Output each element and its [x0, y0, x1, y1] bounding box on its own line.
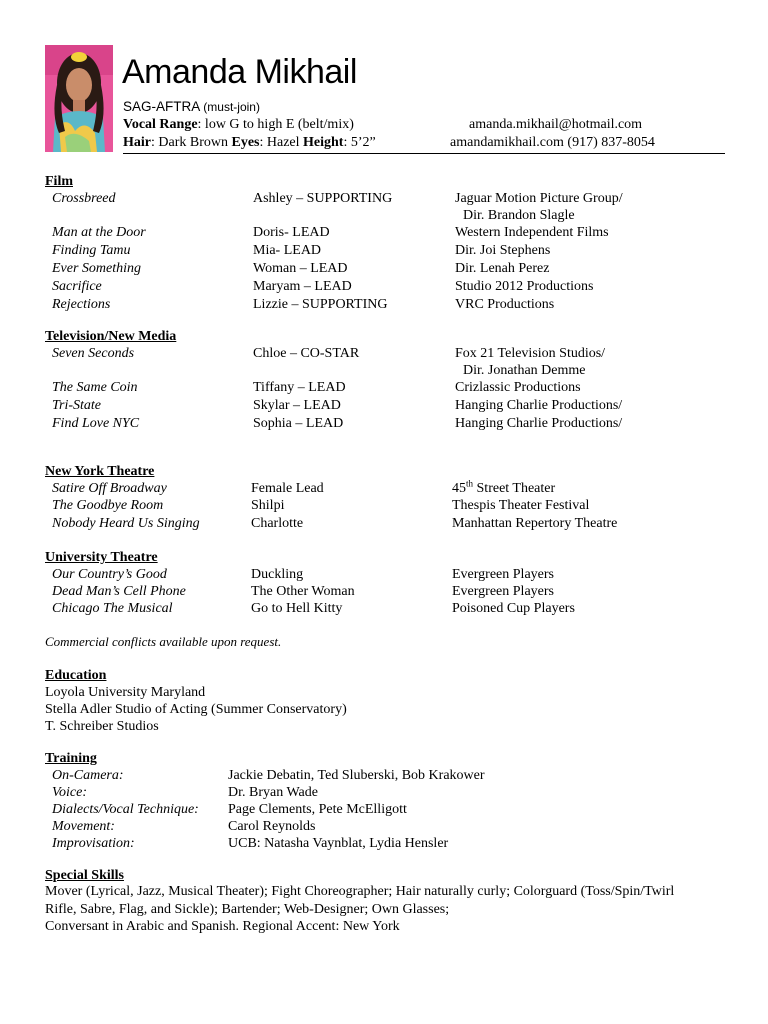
credit-title: The Goodbye Room	[52, 498, 164, 513]
theatre-row	[0, 566, 768, 583]
training-value: UCB: Natasha Vaynblat, Lydia Hensler	[228, 836, 449, 851]
credit-title: Nobody Heard Us Singing	[52, 516, 200, 531]
credit-company: Hanging Charlie Productions/	[455, 398, 623, 413]
credit-role: Female Lead	[251, 481, 324, 496]
theatre-row	[0, 515, 768, 532]
union-status	[123, 98, 260, 116]
film-row	[0, 224, 768, 241]
credit-company: Dir. Lenah Perez	[455, 261, 550, 276]
credit-role: Shilpi	[251, 498, 285, 513]
tv-row	[0, 345, 768, 362]
company-ordinal: th	[466, 478, 474, 489]
union-name: SAG-AFTRA	[123, 99, 200, 114]
credit-title: Man at the Door	[52, 225, 146, 240]
website-phone[interactable]: amandamikhail.com (917) 837-8054	[450, 135, 655, 150]
tv-row	[0, 379, 768, 396]
credit-company-cont: Dir. Jonathan Demme	[463, 363, 586, 378]
company-number: 45	[452, 481, 466, 496]
university-theatre-heading: University Theatre	[45, 550, 158, 565]
training-value: Jackie Debatin, Ted Sluberski, Bob Krakower	[228, 768, 485, 783]
hair-value: : Dark Brown	[151, 135, 228, 150]
credit-title: Our Country’s Good	[52, 567, 167, 582]
commercial-note: Commercial conflicts available upon request.	[45, 634, 282, 649]
actor-name: Amanda Mikhail	[122, 53, 357, 91]
credit-company: Jaguar Motion Picture Group/	[455, 191, 623, 206]
height-value: : 5’2”	[343, 135, 376, 150]
credit-company: Fox 21 Television Studios/	[455, 346, 606, 361]
credit-role: Ashley – SUPPORTING	[253, 191, 393, 206]
credit-company-cont: Dir. Brandon Slagle	[463, 208, 575, 223]
theatre-row	[0, 480, 768, 497]
training-value: Carol Reynolds	[228, 819, 316, 834]
credit-company: Western Independent Films	[455, 225, 609, 240]
television-heading: Television/New Media	[45, 329, 177, 344]
company-rest: Street Theater	[473, 481, 556, 496]
headshot-image	[45, 45, 113, 152]
special-skills-line: Conversant in Arabic and Spanish. Regional Accent: New York	[45, 919, 400, 934]
film-heading: Film	[45, 174, 73, 189]
special-skills-heading: Special Skills	[45, 868, 124, 883]
credit-company: Evergreen Players	[452, 567, 554, 582]
credit-title: Chicago The Musical	[52, 601, 173, 616]
credit-title: Tri-State	[52, 398, 102, 413]
education-heading: Education	[45, 668, 107, 683]
credit-role: Lizzie – SUPPORTING	[253, 297, 388, 312]
credit-role: Mia- LEAD	[253, 243, 322, 258]
credit-company: Evergreen Players	[452, 584, 554, 599]
credit-title: Rejections	[52, 297, 111, 312]
training-label: Dialects/Vocal Technique:	[52, 802, 199, 817]
vocal-range-label: Vocal Range	[123, 117, 198, 132]
credit-title: Crossbreed	[52, 191, 116, 206]
tv-row	[0, 397, 768, 414]
training-label: Movement:	[52, 819, 115, 834]
credit-role: Charlotte	[251, 516, 304, 531]
vocal-range-value: : low G to high E (belt/mix)	[197, 117, 354, 132]
credit-title: Find Love NYC	[52, 416, 140, 431]
credit-company: Studio 2012 Productions	[455, 279, 594, 294]
film-row	[0, 296, 768, 313]
training-value: Dr. Bryan Wade	[228, 785, 318, 800]
hair-label: Hair	[123, 135, 151, 150]
credit-company: Crizlassic Productions	[455, 380, 581, 395]
credit-company: VRC Productions	[455, 297, 555, 312]
credit-company	[452, 480, 555, 497]
education-line: Loyola University Maryland	[45, 685, 206, 700]
credit-role: Maryam – LEAD	[253, 279, 352, 294]
training-row	[0, 767, 768, 784]
training-value: Page Clements, Pete McElligott	[228, 802, 407, 817]
vocal-range-line	[123, 116, 354, 133]
credit-role: The Other Woman	[251, 584, 355, 599]
eyes-value: : Hazel	[259, 135, 300, 150]
union-note: (must-join)	[203, 100, 260, 114]
credit-title: Ever Something	[52, 261, 142, 276]
training-row	[0, 801, 768, 818]
theatre-row	[0, 497, 768, 514]
headshot-photo	[45, 45, 113, 152]
special-skills-line: Rifle, Sabre, Flag, and Sickle); Bartender; Web-Designer; Own Glasses;	[45, 902, 450, 917]
physical-stats-line	[123, 134, 376, 151]
credit-role: Tiffany – LEAD	[253, 380, 346, 395]
credit-company: Thespis Theater Festival	[452, 498, 590, 513]
credit-company: Hanging Charlie Productions/	[455, 416, 623, 431]
training-label: Voice:	[52, 785, 87, 800]
credit-company: Dir. Joi Stephens	[455, 243, 551, 258]
credit-role: Woman – LEAD	[253, 261, 348, 276]
education-line: T. Schreiber Studios	[45, 719, 159, 734]
film-row	[0, 190, 768, 207]
credit-title: The Same Coin	[52, 380, 138, 395]
ny-theatre-heading: New York Theatre	[45, 464, 155, 479]
eyes-label: Eyes	[231, 135, 260, 150]
theatre-row	[0, 600, 768, 617]
credit-title: Sacrifice	[52, 279, 102, 294]
film-row	[0, 278, 768, 295]
credit-role: Go to Hell Kitty	[251, 601, 343, 616]
header-divider	[123, 153, 725, 154]
training-row	[0, 818, 768, 835]
credit-title: Seven Seconds	[52, 346, 135, 361]
training-row	[0, 835, 768, 852]
film-row	[0, 242, 768, 259]
film-row	[0, 260, 768, 277]
credit-role: Chloe – CO-STAR	[253, 346, 360, 361]
credit-role: Skylar – LEAD	[253, 398, 341, 413]
credit-company: Poisoned Cup Players	[452, 601, 575, 616]
training-row	[0, 784, 768, 801]
credit-title: Dead Man’s Cell Phone	[52, 584, 186, 599]
special-skills-line: Mover (Lyrical, Jazz, Musical Theater); Fight Choreographer; Hair naturally curly; Colorguard (Toss/Spin/Twirl	[45, 884, 675, 899]
education-line: Stella Adler Studio of Acting (Summer Conservatory)	[45, 702, 347, 717]
email[interactable]: amanda.mikhail@hotmail.com	[469, 117, 643, 132]
credit-role: Doris- LEAD	[253, 225, 330, 240]
credit-company: Manhattan Repertory Theatre	[452, 516, 618, 531]
training-label: On-Camera:	[52, 768, 124, 783]
training-heading: Training	[45, 751, 97, 766]
credit-role: Duckling	[251, 567, 304, 582]
training-label: Improvisation:	[52, 836, 135, 851]
credit-title: Finding Tamu	[52, 243, 131, 258]
tv-row	[0, 415, 768, 432]
credit-title: Satire Off Broadway	[52, 481, 167, 496]
credit-role: Sophia – LEAD	[253, 416, 344, 431]
theatre-row	[0, 583, 768, 600]
height-label: Height	[303, 135, 344, 150]
